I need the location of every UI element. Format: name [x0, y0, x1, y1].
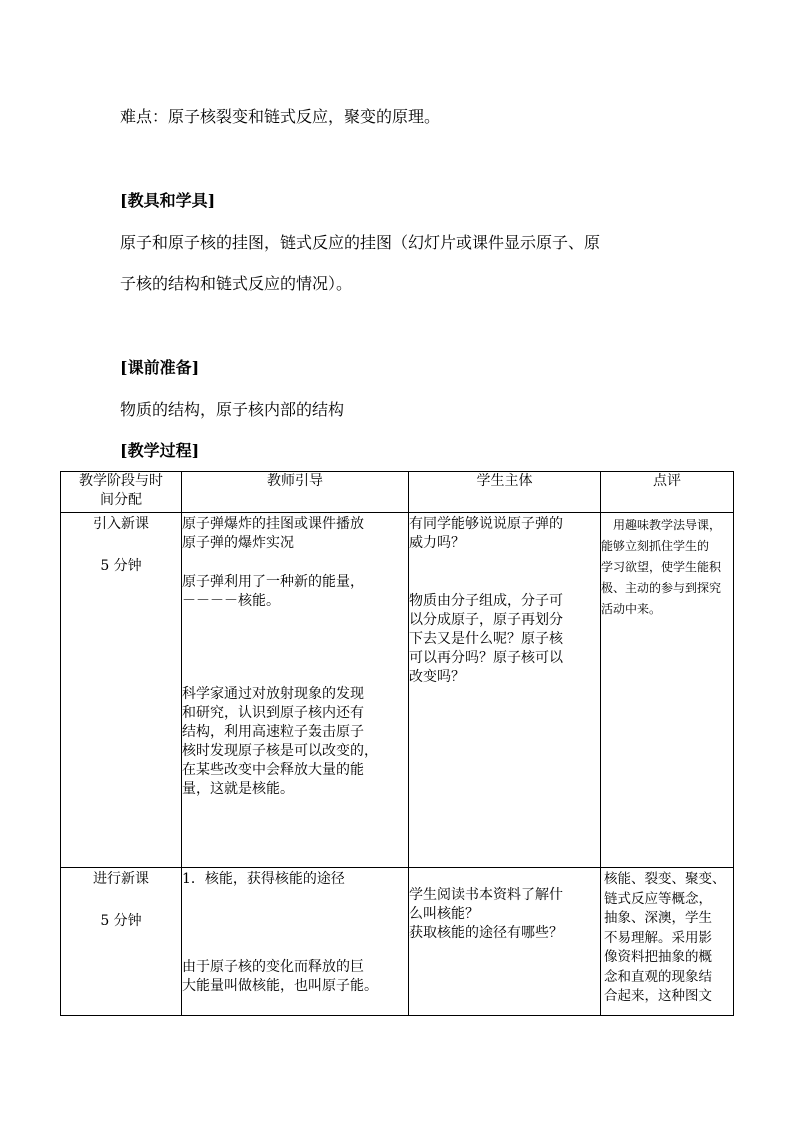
- header-review: 点评: [601, 472, 734, 513]
- row1-review-line: 活动中来。: [601, 602, 662, 616]
- row2-review-line: 抽象、深澳，学生: [604, 910, 712, 926]
- row1-student-line: 改变吗？: [409, 669, 465, 685]
- row1-teacher-line: 核时发现原子核是可以改变的，: [182, 743, 378, 759]
- row2-review-line: 像资料把抽象的概: [604, 949, 712, 965]
- row2-student-cell: [409, 868, 601, 1016]
- row2-stage: 进行新课: [93, 871, 149, 887]
- row1-student-cell: [409, 513, 601, 868]
- prep-heading: [课前准备]: [120, 358, 200, 377]
- row2-review-line: 念和直观的现象结: [604, 968, 712, 985]
- tools-text-line-1: 原子和原子核的挂图，链式反应的挂图（幻灯片或课件显示原子、原: [120, 233, 601, 252]
- header-teacher: 教师引导: [182, 472, 409, 513]
- tools-text-line-2: 子核的结构和链式反应的情况）。: [120, 274, 353, 293]
- table-row: [61, 513, 734, 868]
- row2-teacher-line: 由于原子核的变化而释放的巨: [182, 959, 364, 975]
- row1-review-line: 学习欲望，使学生能积: [601, 560, 722, 574]
- lesson-table: [60, 471, 734, 1016]
- row2-student-line: 么叫核能？: [409, 906, 479, 922]
- row1-student-line: 可以再分吗？原子核可以: [409, 650, 563, 666]
- row2-teacher-line: 大能量叫做核能，也叫原子能。: [182, 978, 378, 994]
- row1-student-line: 物质由分子组成，分子可: [409, 593, 563, 609]
- row2-teacher-cell: [182, 868, 409, 1016]
- row1-teacher-line: 在某些改变中会释放大量的能: [182, 762, 364, 778]
- header-stage-line-1: 教学阶段与时: [79, 473, 163, 489]
- row2-time: 5 分钟: [100, 913, 142, 929]
- row2-review-line: 链式反应等概念，: [604, 890, 712, 907]
- prep-text: 物质的结构，原子核内部的结构: [120, 400, 345, 419]
- row1-teacher-cell: [182, 513, 409, 868]
- table-row: [61, 868, 734, 1016]
- row2-review-line: 核能、裂变、聚变、: [604, 871, 726, 887]
- row1-review-line: 用趣味教学法导课，: [601, 518, 722, 532]
- row2-review-line: 合起来，这种图文: [604, 988, 712, 1004]
- row1-teacher-line: 量，这就是核能。: [182, 781, 294, 797]
- row2-teacher-line: 1．核能，获得核能的途径: [182, 871, 345, 887]
- row1-teacher-line: －－－－核能。: [182, 593, 280, 609]
- row2-stage-cell: [61, 868, 182, 1016]
- row1-teacher-line: 科学家通过对放射现象的发现: [182, 686, 364, 702]
- row1-teacher-line: 原子弹爆炸的挂图或课件播放: [182, 516, 364, 532]
- row1-review-line: 能够立刻抓住学生的: [601, 539, 710, 553]
- table-header-row: [61, 472, 734, 513]
- header-student: 学生主体: [409, 472, 601, 513]
- row1-teacher-line: 原子弹利用了一种新的能量，: [182, 574, 364, 590]
- difficulty-text: 难点：原子核裂变和链式反应，聚变的原理。: [120, 107, 441, 126]
- process-heading: [教学过程]: [120, 441, 200, 460]
- row1-teacher-line: 原子弹的爆炸实况: [182, 535, 294, 551]
- row1-student-line: 以分成原子，原子再划分: [409, 612, 563, 628]
- row1-review-line: 极、主动的参与到探究: [601, 581, 722, 595]
- row1-student-line: 下去又是什么呢？原子核: [409, 631, 563, 647]
- row1-teacher-line: 和研究，认识到原子核内还有: [182, 705, 364, 721]
- row1-stage: 引入新课: [93, 516, 149, 532]
- row1-stage-cell: [61, 513, 182, 868]
- header-stage: [61, 472, 182, 513]
- row2-student-line: 学生阅读书本资料了解什: [409, 887, 563, 903]
- row1-review-cell: [601, 513, 734, 868]
- row1-student-line: 威力吗？: [409, 535, 465, 551]
- tools-heading: [教具和学具]: [120, 191, 216, 210]
- row2-review-line: 不易理解。采用影: [604, 929, 712, 946]
- row1-teacher-line: 结构，利用高速粒子轰击原子: [182, 724, 364, 740]
- row1-student-line: 有同学能够说说原子弹的: [409, 516, 563, 532]
- row2-student-line: 获取核能的途径有哪些？: [409, 925, 563, 941]
- header-stage-line-2: 间分配: [100, 492, 142, 508]
- row1-time: 5 分钟: [100, 558, 142, 574]
- row2-review-cell: [601, 868, 734, 1016]
